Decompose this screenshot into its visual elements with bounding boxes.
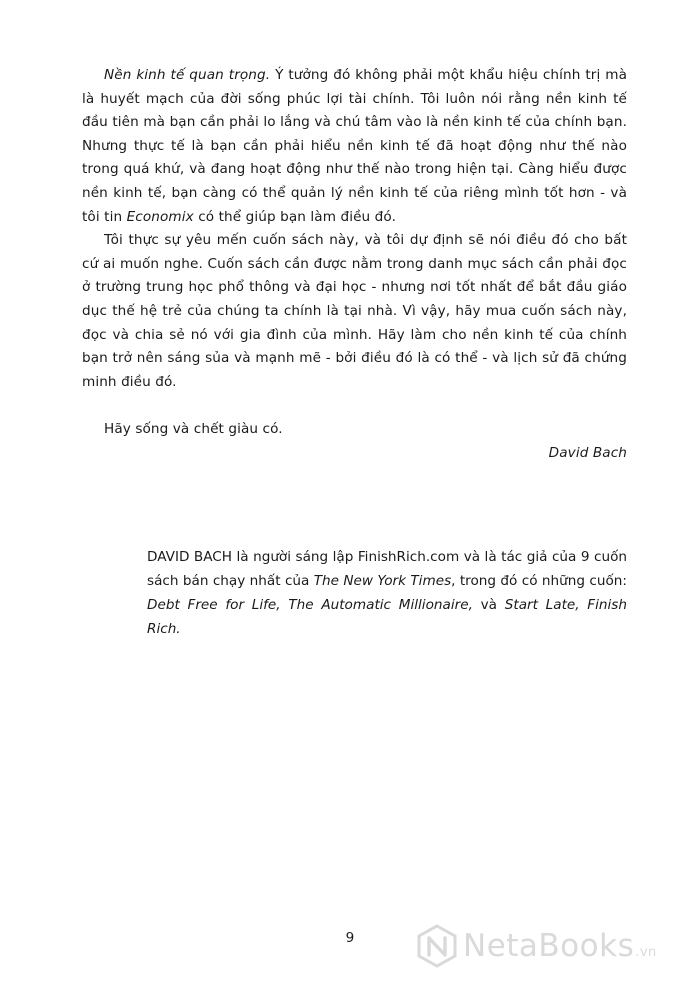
watermark-name: NetaBooks	[463, 928, 635, 964]
closing-line: Hãy sống và chết giàu có.	[104, 420, 283, 437]
book-title-italic: Economix	[126, 208, 194, 225]
author-bio	[147, 545, 627, 641]
paragraph-text: có thể giúp bạn làm điều đó.	[193, 208, 397, 225]
watermark	[415, 923, 657, 969]
netabooks-logo-icon	[415, 924, 459, 968]
author-bio-text: DAVID BACH là người sáng lập FinishRich.com và là tác giả của 9 cuốn sách bán chạy nhất của The New York Times, trong đó có những cuốn: Debt Free for Life, The Automatic Millionaire, và Start Late, Finish Rich.	[147, 549, 627, 637]
foreword-body	[82, 64, 627, 465]
signature: David Bach	[548, 444, 627, 461]
paragraph-text: Ý tưởng đó không phải một khẩu hiệu chính trị mà là huyết mạch của đời sống phúc lợi tài chính. Tôi luôn nói rằng nền kinh tế đầu tiên mà bạn cần phải lo lắng và chú tâm vào là nền kinh tế của chính bạn. Nhưng thực tế là bạn cần phải hiểu nền kinh tế đã hoạt động như thế nào trong quá khứ, và đang hoạt động như thế nào trong hiện tại. Càng hiểu được nền kinh tế, bạn càng có thể quản lý nền kinh tế của riêng mình tốt hơn - và tôi tin	[82, 67, 628, 225]
paragraph-economy-matters	[82, 64, 627, 229]
book-titles-italic: Debt Free for Life, The Automatic Millionaire,	[147, 597, 473, 613]
watermark-text	[463, 928, 657, 964]
page-number: 9	[345, 930, 355, 946]
watermark-suffix: .vn	[635, 945, 657, 960]
last-book-italic: Start Late, Finish Rich.	[147, 597, 627, 637]
nyt-italic: The New York Times	[313, 573, 452, 589]
lead-italic-phrase: Nền kinh tế quan trọng.	[104, 67, 271, 83]
paragraph-love-book: Tôi thực sự yêu mến cuốn sách này, và tôi dự định sẽ nói điều đó cho bất cứ ai muốn nghe. Cuốn sách cần được nằm trong danh mục sách cần phải đọc ở trường trung học phổ thông và đại học - nhưng nơi tốt nhất để bắt đầu giáo dục thế hệ trẻ của chúng ta chính là tại nhà. Vì vậy, hãy mua cuốn sách này, đọc và chia sẻ nó với gia đình của mình. Hãy làm cho nền kinh tế của chính bạn trở nên sáng sủa và mạnh mẽ - bởi điều đó là có thể - và lịch sử đã chứng minh điều đó.	[82, 232, 627, 390]
